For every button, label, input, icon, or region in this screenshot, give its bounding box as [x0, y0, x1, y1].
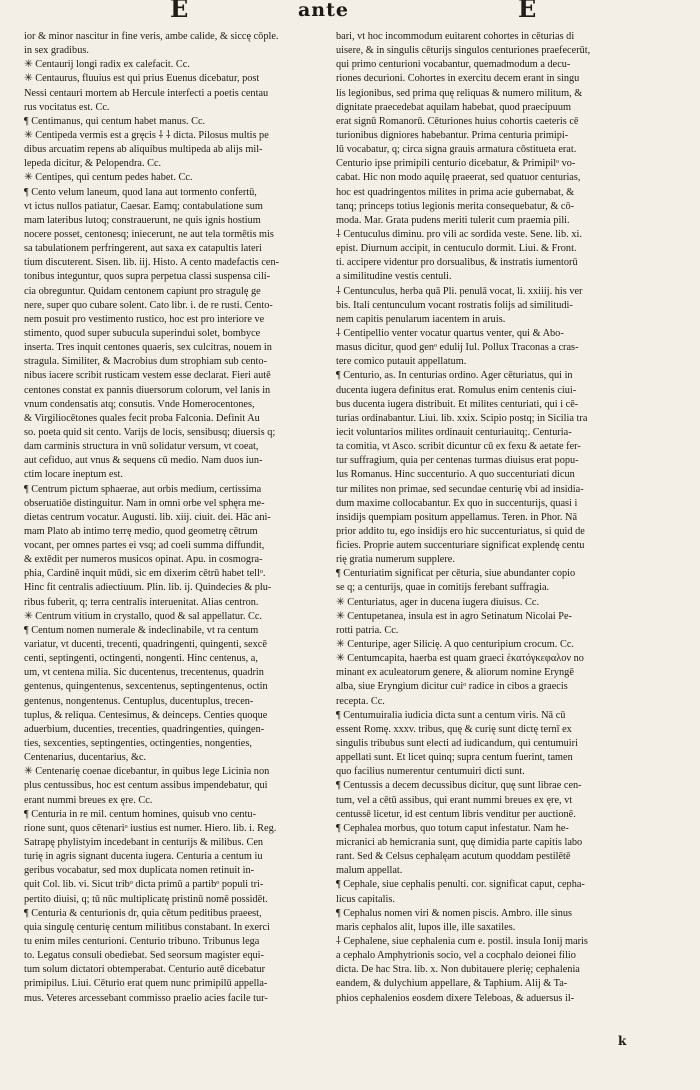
- text-line: minant ex aculeatorum genere, & aliorum nomine Eryngē: [336, 667, 574, 679]
- text-line: phia, Cardinē inquit mūdi, sic em dixerim cētrū habet tellᵒ.: [24, 568, 266, 580]
- text-line: ⸸ Cephalene, siue cephalenia cum e. postil. insula Ionij maris: [336, 936, 588, 947]
- text-line: ✳ Centenarię coenae dicebantur, in quibus lege Licinia non: [24, 766, 270, 778]
- text-line: stimento, quod super subucula superindui solet, bombyce: [24, 327, 261, 339]
- text-line: ⸸ Centuculus diminu. pro vili ac sordida veste. Sene. lib. xi.: [336, 228, 582, 240]
- text-line: ✳ Centipeda vermis est a gręcis ⸸ ⸸ dicta. Pilosus multis pe: [24, 129, 269, 141]
- text-line: erant nummi breues ex ęre. Cc.: [24, 794, 153, 806]
- text-line: a similitudine vestis centuli.: [336, 271, 452, 283]
- text-line: ✳ Centaurus, fluuius est qui prius Euenus dicebatur, post: [24, 73, 260, 85]
- text-line: ¶ Cephalus nomen viri & nomen piscis. Ambro. ille sinus: [336, 907, 573, 919]
- text-line: obseruatiōe distinguitur. Nam in omni orbe vel sphęra me-: [24, 497, 265, 509]
- text-line: turias ordinabantur. Liui. lib. xxix. Scipio postq; in Sicilia tra: [336, 412, 588, 424]
- text-line: lepeda dicitur, & Pelopendra. Cc.: [24, 158, 162, 170]
- text-line: Hinc fit centralis adiectiuum. Plin. lib. ij. Quindecies & plu-: [24, 582, 272, 594]
- text-line: turię in agris signant ducenta iugera. Centuria a centum iu: [24, 851, 263, 863]
- text-line: tur milites non primae, sed secundae centurię vbi ad insidia-: [336, 483, 584, 495]
- signature-mark: k: [618, 1034, 627, 1048]
- text-line: sa tabulationem perfringerent, aut saxa ex catapultis lateri: [24, 243, 262, 255]
- text-line: rię gratia numerum supplere.: [336, 554, 455, 566]
- text-line: mam Plato ab intimo terrę medio, quod geometrę cētrum: [24, 525, 258, 537]
- text-line: tum, vel a cētū assibus, qui erant nummi breues ex ęre, vt: [336, 794, 573, 806]
- text-line: malum appellat.: [336, 865, 403, 877]
- text-line: & Virgiliocētones quales fecit proba Falconia. Definit Au: [24, 412, 260, 424]
- text-line: ctim locare ineptum est.: [24, 469, 123, 481]
- text-line: in sex gradibus.: [24, 45, 89, 57]
- text-line: ¶ Centuria & centurionis dr, quia cētum peditibus praeest,: [24, 907, 262, 919]
- text-line: ✳ Centrum vitium in crystallo, quod & sal appellatur. Cc.: [24, 610, 262, 622]
- text-line: tuplus, & reliqua. Centesimus, & deinceps. Centies quoque: [24, 709, 268, 721]
- text-line: micranici ab hemicrania sunt, quę dimidia parte capitis labo: [336, 837, 583, 849]
- text-line: ¶ Centumuiralia iudicia dicta sunt a centum viris. Nā cū: [336, 709, 566, 721]
- text-line: aduerbium, ducenties, trecenties, quadringenties, quingen-: [24, 723, 265, 735]
- text-line: ¶ Cephale, siue cephalis penulti. cor. significat caput, cepha-: [336, 879, 585, 891]
- text-line: inserta. Tres inquit centones quaeris, sex culcitras, nouem in: [24, 342, 272, 354]
- text-line: rotti patria. Cc.: [336, 624, 399, 636]
- text-line: alba, siue Eryngium dicitur cuiᵒ radice in cibos a graecis: [336, 681, 568, 693]
- text-line: dum maxime collocabantur. Ex quo in succenturijs, quasi i: [336, 497, 578, 509]
- text-line: primipilus. Liui. Cēturio erat quem nunc primipilū appella-: [24, 978, 268, 990]
- text-line: nere, super quo cubare solent. Cato libr. i. de re rusti. Cento-: [24, 299, 273, 311]
- text-line: ficies. Proprie autem succenturiare significat explendę centu: [336, 540, 585, 552]
- text-line: tu enim miles centurioni. Centurio tribuno. Tribunus lega: [24, 936, 260, 947]
- text-line: dignitate praecedebat aquilam habebat, quod praecipuum: [336, 101, 572, 113]
- text-line: ¶ Centimanus, qui centum habet manus. Cc.: [24, 115, 206, 127]
- text-line: appellati sunt. Et licet quinq; supra centum fuerint, tamen: [336, 752, 573, 764]
- text-line: dibus arcuatim repens ab aliquibus multipeda ab alijs mil-: [24, 144, 263, 156]
- text-line: tum solum dictatori obtemperabat. Centurio autē dicebatur: [24, 964, 266, 976]
- text-line: insidijs quempiam positum appellamus. Teren. in Phor. Nā: [336, 511, 578, 523]
- text-line: hoc est quadringentos milites in prima acie gubernabat, &: [336, 186, 575, 198]
- text-line: nibus iacere scribit rusticam vestem esse declarat. Fieri autē: [24, 370, 271, 382]
- text-line: dietas centrum vocatur. Augusti. lib. xiij. ciuit. dei. Hāc ani-: [24, 511, 271, 523]
- text-line: uisere, & in singulis cēturijs singulos centuriones praefecerūt,: [336, 45, 591, 57]
- text-line: ¶ Centurio, as. In centurias ordino. Ager cēturiatus, qui in: [336, 370, 573, 382]
- text-line: ✳ Centuripe, ager Silicię. A quo centuripium crocum. Cc.: [336, 639, 574, 651]
- text-line: cia obreguntur. Quidam centonem capiunt pro stragulę ge: [24, 285, 261, 297]
- text-line: licus capitalis.: [336, 893, 395, 905]
- text-line: mam lateribus lutoq; constrauerunt, ne quis ignis hostium: [24, 214, 261, 226]
- text-line: prior addito tu, ego insidijs ero hic succenturiatus, si quid de: [336, 525, 585, 537]
- left-text-column: [24, 30, 330, 1006]
- text-line: dicta. De hac Stra. lib. x. Non dubitauere plerię; cephalenia: [336, 964, 580, 976]
- running-header: [0, 0, 700, 24]
- text-line: Nessi centauri mortem ab Hercule interfecti a poetis centau: [24, 87, 269, 99]
- text-line: centones constat ex pannis diuersorum colorum, vel lanis in: [24, 384, 271, 396]
- text-line: ties, sexcenties, septingenties, octingenties, nongenties,: [24, 738, 252, 750]
- text-line: moda. Mar. Grata pudens meriti tulerit cum praemia pili.: [336, 214, 570, 226]
- text-line: vocant, per omnes partes ei vsq; ad coeli summa diffundit,: [24, 540, 265, 552]
- text-line: ✳ Centupetanea, insula est in agro Setinatum Nicolai Pe-: [336, 610, 572, 622]
- text-line: ¶ Cephalea morbus, quo totum caput infestatur. Nam he-: [336, 822, 569, 834]
- text-line: Centenarius, ducentarius, &c.: [24, 752, 147, 764]
- text-line: pertito diuisi, q; tū nūc multiplicatę pristinū nomē possidēt.: [24, 893, 268, 905]
- text-line: ta comitia, vt Asco. scribit dicuntur cū ex fexu & aetate fer-: [336, 441, 581, 453]
- text-line: tere comico putauit appellatum.: [336, 356, 467, 368]
- text-line: eandem, & dulychium appellare, & Taphium. Alij & Ta-: [336, 978, 568, 990]
- text-line: ribus fuberit, q; terra centralis interuenitat. Alias centron.: [24, 596, 259, 608]
- text-line: singulis tribubus sunt electi ad iudicandum, qui centumuiri: [336, 738, 578, 750]
- text-line: ✳ Centipes, qui centum pedes habet. Cc.: [24, 172, 193, 184]
- text-line: quia singulę centurię centum militibus constabant. In exerci: [24, 921, 270, 933]
- right-text-column: [336, 30, 644, 1006]
- text-line: um, vt centena milia. Sic ducentenus, trecentenus, quadrin: [24, 667, 264, 679]
- text-line: ¶ Centuriatim significat per cēturia, siue abundanter copio: [336, 568, 576, 580]
- text-line: turionibus digniores habebantur. Prima centuria primipi-: [336, 129, 569, 141]
- text-line: phios cephalenios eosdem dixere Teleboas, & aduersus il-: [336, 992, 575, 1004]
- text-line: masus dicitur, quod genᵒ edulij Iul. Pollux Traconas a cras-: [336, 342, 579, 354]
- text-line: lus Romanus. Hinc succenturio. A quo succenturiati dicun: [336, 469, 575, 481]
- text-line: riones decurioni. Cohortes in exercitu decem erant in singu: [336, 73, 580, 85]
- text-line: gentenus, nongentenus. Centuplus, ducentuplus, trecen-: [24, 695, 254, 707]
- text-line: bus ducenta iugera distribuit. Et milites centuriati, qui i cē-: [336, 398, 579, 410]
- text-line: recepta. Cc.: [336, 695, 385, 707]
- text-line: & extēdit per numeros musicos opinat. Apu. in cosmogra-: [24, 554, 263, 566]
- text-line: lis legionibus, sed prima quę reliquas & numero militum, &: [336, 87, 583, 99]
- text-line: vnum condensatis atq; consutis. Vnde Homerocentones,: [24, 398, 255, 410]
- text-line: iecit voluntarios milites ordinauit centuriauitq;. Centuria-: [336, 426, 572, 438]
- text-line: epist. Diurnum accipit, in centuculo dormit. Liui. & Front.: [336, 243, 577, 255]
- text-line: ✳ Centaurij longi radix ex calefacit. Cc.: [24, 59, 190, 71]
- text-line: bis. Itali centunculum vocant rostratis folijs ad similitudi-: [336, 299, 573, 311]
- text-line: aut cefiduo, aut vnus & sequens cū medio. Nam duos iun-: [24, 455, 263, 467]
- text-line: erat signū Romanorū. Cēturiones huius cohortis caeteris cē: [336, 115, 579, 127]
- text-line: quit Col. lib. vi. Sicut tribᵒ dicta primū a partibᵒ populi tri-: [24, 879, 264, 891]
- text-line: nem posuit pro vestimento rustico, hoc est pro interiore ve: [24, 313, 265, 325]
- text-line: plus centussibus, hoc est centum assibus impendebatur, qui: [24, 780, 268, 792]
- text-line: tonibus integuntur, quos supra perpetua classi suspensa cilí-: [24, 271, 271, 283]
- text-line: bari, vt hoc incommodum euitarent cohortes in cēturias di: [336, 31, 575, 42]
- text-line: qui primo centurioni vocabantur, quemadmodum a decu-: [336, 59, 571, 71]
- text-line: ¶ Centussis a decem decussibus dicitur, quę sunt librae cen-: [336, 780, 582, 792]
- text-line: ¶ Centrum pictum sphaerae, aut orbis medium, certissima: [24, 483, 262, 495]
- text-line: se q; a centurijs, quae in comitijs ferebant suffragia.: [336, 582, 550, 594]
- text-line: ducenta iugera definitus erat. Romulus enim centenis ciui-: [336, 384, 577, 396]
- text-line: lū vocabatur, q; circa signa grauis armatura cōstitueta erat.: [336, 144, 577, 156]
- text-line: stragula. Similiter, & Macrobius dum strophiam sub cento-: [24, 356, 267, 368]
- text-line: cabat. Hic non modo aquilę praeerat, sed quatuor centurias,: [336, 172, 581, 184]
- text-line: maris cephalos alit, lupos ille, ille saxatiles.: [336, 921, 516, 933]
- text-line: variatur, vt ducenti, trecenti, quadringenti, quingenti, sexcē: [24, 639, 267, 651]
- text-line: vt ictus nullos patiatur, Caesar. Eamq; contabulatione sum: [24, 200, 263, 212]
- text-line: nocere posset, centonesq; iniecerunt, ne aut tela tormētis mis: [24, 228, 274, 240]
- text-line: ⸸ Centunculus, herba quā Pli. penulā vocat, li. xxiiij. his ver: [336, 285, 583, 297]
- text-line: essent Romę. xxxv. tribus, quę & curię sunt dictę ternī ex: [336, 723, 572, 735]
- text-line: ✳ Centuriatus, ager in ducena iugera diuisus. Cc.: [336, 596, 540, 608]
- text-line: ¶ Cento velum laneum, quod lana aut tormento confertū,: [24, 186, 257, 198]
- text-line: ⸸ Centipellio venter vocatur quartus venter, qui & Abo-: [336, 327, 564, 339]
- text-line: so. poeta quid sit cento. Varijs de locis, sensibusq; diuersis q;: [24, 426, 276, 438]
- text-line: ior & minor nascitur in fine veris, ambe calide, & siccę cōple.: [24, 31, 279, 42]
- text-line: ¶ Centuria in re mil. centum homines, quisub vno centu-: [24, 808, 257, 820]
- text-line: geribus vocabatur, sed mox duplicata nomen retinuit in-: [24, 865, 255, 877]
- text-line: rant. Sed & Celsus cephalęam acutum quoddam pestilētē: [336, 851, 571, 863]
- text-line: nem capitis penularum iacentem in aruis.: [336, 313, 506, 325]
- text-line: tium discuterent. Sisen. lib. iij. Histo. A cento madefactis cen-: [24, 257, 280, 269]
- text-line: rus vocitatus est. Cc.: [24, 101, 110, 113]
- text-line: tanq; princeps totius legionis merita consequebatur, & cō-: [336, 200, 575, 212]
- text-line: rione sunt, quos cētenariᵒ iustius est numer. Hiero. lib. i. Reg.: [24, 822, 277, 834]
- text-line: ti. accipere videntur pro dorsualibus, & instratis iumentorū: [336, 257, 578, 269]
- text-line: to. Legatus consuli obediebat. Sed seorsum magister equi-: [24, 950, 264, 962]
- text-line: mus. Veteres arcessebant commisso praelio acies facile tur-: [24, 992, 268, 1004]
- header-initial-left: E: [170, 0, 189, 23]
- text-line: a cephalo Amphytrionis socio, vel a cocphalo deionei filio: [336, 950, 576, 962]
- text-line: quo facilius numerentur centumuiri dicti sunt.: [336, 766, 525, 778]
- text-line: Centurio ipse primipili centurio dicebatur, & Primipilᵒ vo-: [336, 158, 576, 170]
- text-line: centussē licetur, id est centum libris venditur per auctionē.: [336, 808, 576, 820]
- text-line: ✳ Centumcapita, haerba est quam graeci ἑκατόγκεφαλον no: [336, 653, 584, 665]
- text-line: centi, septingenti, octingenti, nongenti. Hinc centenus, a,: [24, 653, 258, 665]
- text-line: tur suffragium, quia per centenas turmas diuisus erat popu-: [336, 455, 579, 467]
- header-initial-right: E: [518, 0, 537, 23]
- text-line: dam carminis structura in vnū solidatur versum, vt coeat,: [24, 441, 259, 453]
- header-title: ante: [298, 0, 349, 21]
- text-line: ¶ Centum nomen numerale & indeclinabile, vt ra centum: [24, 624, 259, 636]
- text-line: gentenus, quingentenus, sexcentenus, septingentenus, octin: [24, 681, 268, 693]
- text-line: Satrapę phylistyim incedebant in centurijs & milibus. Cen: [24, 837, 264, 849]
